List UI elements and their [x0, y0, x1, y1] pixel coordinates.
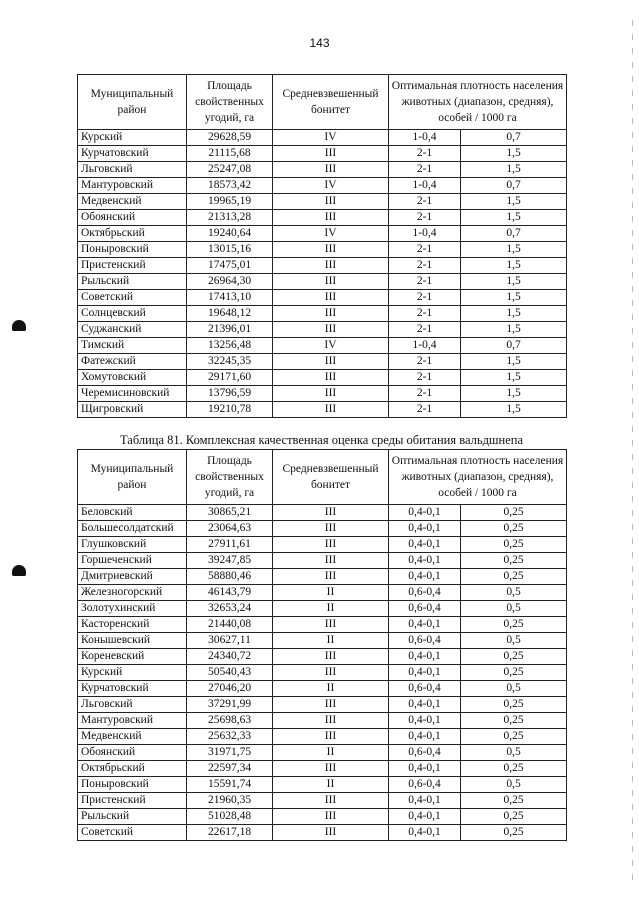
area-cell: 13256,48 — [187, 338, 273, 354]
bonitet-cell: III — [273, 809, 389, 825]
area-cell: 19648,12 — [187, 306, 273, 322]
area-cell: 32245,35 — [187, 354, 273, 370]
density-mean-cell: 1,5 — [461, 146, 567, 162]
density-mean-cell: 1,5 — [461, 290, 567, 306]
bonitet-cell: II — [273, 585, 389, 601]
table-row — [78, 809, 567, 825]
area-cell: 50540,43 — [187, 665, 273, 681]
density-range-cell: 0,6-0,4 — [389, 601, 461, 617]
district-cell: Глушковский — [78, 537, 187, 553]
density-mean-cell: 0,7 — [461, 338, 567, 354]
bonitet-cell: III — [273, 146, 389, 162]
area-cell: 17475,01 — [187, 258, 273, 274]
density-range-cell: 0,4-0,1 — [389, 713, 461, 729]
density-range-cell: 2-1 — [389, 194, 461, 210]
density-range-cell: 0,6-0,4 — [389, 745, 461, 761]
bonitet-cell: III — [273, 370, 389, 386]
table-header-row — [78, 75, 567, 130]
table-row — [78, 537, 567, 553]
density-range-cell: 2-1 — [389, 386, 461, 402]
area-cell: 21396,01 — [187, 322, 273, 338]
density-mean-cell: 0,25 — [461, 793, 567, 809]
density-mean-cell: 0,7 — [461, 178, 567, 194]
district-cell: Рыльский — [78, 809, 187, 825]
area-cell: 17413,10 — [187, 290, 273, 306]
district-cell: Курчатовский — [78, 146, 187, 162]
table1-body — [78, 130, 567, 418]
district-cell: Хомутовский — [78, 370, 187, 386]
area-cell: 19210,78 — [187, 402, 273, 418]
district-cell: Обоянский — [78, 745, 187, 761]
bonitet-cell: III — [273, 665, 389, 681]
table-row — [78, 162, 567, 178]
density-range-cell: 2-1 — [389, 258, 461, 274]
area-cell: 46143,79 — [187, 585, 273, 601]
bonitet-cell: IV — [273, 226, 389, 242]
table-row — [78, 306, 567, 322]
table-row — [78, 226, 567, 242]
bonitet-cell: III — [273, 194, 389, 210]
bonitet-cell: III — [273, 761, 389, 777]
table-row — [78, 793, 567, 809]
table-row — [78, 178, 567, 194]
bonitet-cell: III — [273, 210, 389, 226]
bonitet-cell: III — [273, 162, 389, 178]
table-row — [78, 354, 567, 370]
density-mean-cell: 0,25 — [461, 729, 567, 745]
density-mean-cell: 0,25 — [461, 825, 567, 841]
density-mean-cell: 1,5 — [461, 354, 567, 370]
table-row — [78, 665, 567, 681]
district-cell: Золотухинский — [78, 601, 187, 617]
district-cell: Горшеченский — [78, 553, 187, 569]
density-mean-cell: 0,5 — [461, 633, 567, 649]
density-range-cell: 2-1 — [389, 322, 461, 338]
density-range-cell: 0,4-0,1 — [389, 505, 461, 521]
density-range-cell: 2-1 — [389, 306, 461, 322]
bonitet-cell: III — [273, 617, 389, 633]
bonitet-cell: II — [273, 777, 389, 793]
density-range-cell: 0,4-0,1 — [389, 809, 461, 825]
density-mean-cell: 0,25 — [461, 697, 567, 713]
area-cell: 27911,61 — [187, 537, 273, 553]
density-range-cell: 0,4-0,1 — [389, 617, 461, 633]
density-range-cell: 0,4-0,1 — [389, 521, 461, 537]
page-number: 143 — [309, 36, 330, 50]
density-mean-cell: 0,25 — [461, 809, 567, 825]
district-cell: Октябрьский — [78, 761, 187, 777]
density-mean-cell: 0,25 — [461, 649, 567, 665]
density-mean-cell: 0,25 — [461, 537, 567, 553]
district-cell: Касторенский — [78, 617, 187, 633]
bonitet-cell: III — [273, 569, 389, 585]
density-table-2 — [77, 449, 567, 841]
area-cell: 58880,46 — [187, 569, 273, 585]
bonitet-cell: III — [273, 354, 389, 370]
header-area: Площадь свойственных угодий, га — [187, 75, 273, 130]
density-table-1 — [77, 74, 567, 418]
density-mean-cell: 0,25 — [461, 713, 567, 729]
district-cell: Октябрьский — [78, 226, 187, 242]
density-range-cell: 0,6-0,4 — [389, 681, 461, 697]
table-row — [78, 274, 567, 290]
bonitet-cell: III — [273, 274, 389, 290]
density-mean-cell: 1,5 — [461, 370, 567, 386]
district-cell: Советский — [78, 290, 187, 306]
district-cell: Кореневский — [78, 649, 187, 665]
district-cell: Солнцевский — [78, 306, 187, 322]
table-row — [78, 553, 567, 569]
density-mean-cell: 0,5 — [461, 601, 567, 617]
district-cell: Советский — [78, 825, 187, 841]
density-range-cell: 0,4-0,1 — [389, 729, 461, 745]
bonitet-cell: IV — [273, 338, 389, 354]
district-cell: Медвенский — [78, 729, 187, 745]
table-row — [78, 402, 567, 418]
district-cell: Рыльский — [78, 274, 187, 290]
district-cell: Конышевский — [78, 633, 187, 649]
margin-mark — [12, 565, 26, 576]
table-row — [78, 745, 567, 761]
density-mean-cell: 0,5 — [461, 777, 567, 793]
density-mean-cell: 1,5 — [461, 162, 567, 178]
density-mean-cell: 0,25 — [461, 553, 567, 569]
bonitet-cell: III — [273, 553, 389, 569]
district-cell: Льговский — [78, 162, 187, 178]
page-edge-line — [632, 20, 633, 880]
margin-mark — [12, 320, 26, 331]
density-range-cell: 0,4-0,1 — [389, 665, 461, 681]
density-mean-cell: 0,25 — [461, 569, 567, 585]
density-mean-cell: 0,5 — [461, 745, 567, 761]
bonitet-cell: II — [273, 633, 389, 649]
table-row — [78, 617, 567, 633]
density-range-cell: 1-0,4 — [389, 178, 461, 194]
bonitet-cell: II — [273, 601, 389, 617]
density-range-cell: 0,4-0,1 — [389, 697, 461, 713]
bonitet-cell: III — [273, 306, 389, 322]
density-range-cell: 2-1 — [389, 402, 461, 418]
district-cell: Суджанский — [78, 322, 187, 338]
density-range-cell: 2-1 — [389, 210, 461, 226]
table-row — [78, 729, 567, 745]
area-cell: 22617,18 — [187, 825, 273, 841]
density-mean-cell: 0,7 — [461, 130, 567, 146]
density-mean-cell: 1,5 — [461, 210, 567, 226]
area-cell: 19240,64 — [187, 226, 273, 242]
density-mean-cell: 0,7 — [461, 226, 567, 242]
density-range-cell: 0,4-0,1 — [389, 537, 461, 553]
bonitet-cell: III — [273, 505, 389, 521]
area-cell: 25632,33 — [187, 729, 273, 745]
bonitet-cell: III — [273, 697, 389, 713]
district-cell: Черемисиновский — [78, 386, 187, 402]
bonitet-cell: III — [273, 649, 389, 665]
bonitet-cell: III — [273, 242, 389, 258]
district-cell: Пристенский — [78, 793, 187, 809]
header-area: Площадь свойственных угодий, га — [187, 450, 273, 505]
area-cell: 23064,63 — [187, 521, 273, 537]
density-range-cell: 2-1 — [389, 274, 461, 290]
area-cell: 22597,34 — [187, 761, 273, 777]
bonitet-cell: III — [273, 537, 389, 553]
district-cell: Железногорский — [78, 585, 187, 601]
density-range-cell: 1-0,4 — [389, 130, 461, 146]
district-cell: Большесолдатский — [78, 521, 187, 537]
district-cell: Дмитриевский — [78, 569, 187, 585]
area-cell: 18573,42 — [187, 178, 273, 194]
table-row — [78, 777, 567, 793]
density-mean-cell: 0,5 — [461, 585, 567, 601]
table-row — [78, 601, 567, 617]
table-row — [78, 130, 567, 146]
area-cell: 39247,85 — [187, 553, 273, 569]
density-range-cell: 2-1 — [389, 354, 461, 370]
bonitet-cell: III — [273, 793, 389, 809]
bonitet-cell: II — [273, 681, 389, 697]
density-mean-cell: 1,5 — [461, 194, 567, 210]
district-cell: Беловский — [78, 505, 187, 521]
header-bonitet: Средневзвешенный бонитет — [273, 75, 389, 130]
density-range-cell: 0,4-0,1 — [389, 793, 461, 809]
header-density: Оптимальная плотность населения животных (диапазон, средняя), особей / 1000 га — [389, 75, 567, 130]
table-row — [78, 290, 567, 306]
table2-body — [78, 505, 567, 841]
density-mean-cell: 0,25 — [461, 505, 567, 521]
district-cell: Курский — [78, 130, 187, 146]
bonitet-cell: III — [273, 713, 389, 729]
district-cell: Фатежский — [78, 354, 187, 370]
district-cell: Обоянский — [78, 210, 187, 226]
density-range-cell: 2-1 — [389, 146, 461, 162]
district-cell: Льговский — [78, 697, 187, 713]
header-bonitet: Средневзвешенный бонитет — [273, 450, 389, 505]
table-row — [78, 649, 567, 665]
area-cell: 31971,75 — [187, 745, 273, 761]
table-caption: Таблица 81. Комплексная качественная оценка среды обитания вальдшнепа — [119, 433, 524, 447]
table-row — [78, 194, 567, 210]
bonitet-cell: III — [273, 521, 389, 537]
table-row — [78, 761, 567, 777]
table-row — [78, 370, 567, 386]
area-cell: 25698,63 — [187, 713, 273, 729]
bonitet-cell: III — [273, 290, 389, 306]
bonitet-cell: II — [273, 745, 389, 761]
area-cell: 21115,68 — [187, 146, 273, 162]
density-mean-cell: 1,5 — [461, 242, 567, 258]
table-row — [78, 505, 567, 521]
area-cell: 21440,08 — [187, 617, 273, 633]
table-header-row — [78, 450, 567, 505]
district-cell: Тимский — [78, 338, 187, 354]
density-range-cell: 0,6-0,4 — [389, 585, 461, 601]
district-cell: Мантуровский — [78, 178, 187, 194]
table-row — [78, 146, 567, 162]
table-row — [78, 585, 567, 601]
bonitet-cell: III — [273, 258, 389, 274]
district-cell: Курский — [78, 665, 187, 681]
density-mean-cell: 1,5 — [461, 274, 567, 290]
district-cell: Поныровский — [78, 242, 187, 258]
table-row — [78, 697, 567, 713]
density-mean-cell: 0,25 — [461, 521, 567, 537]
density-mean-cell: 0,25 — [461, 617, 567, 633]
density-range-cell: 2-1 — [389, 162, 461, 178]
density-range-cell: 2-1 — [389, 242, 461, 258]
district-cell: Щигровский — [78, 402, 187, 418]
table-row — [78, 322, 567, 338]
header-district: Муниципальный район — [78, 450, 187, 505]
district-cell: Медвенский — [78, 194, 187, 210]
density-range-cell: 0,4-0,1 — [389, 649, 461, 665]
area-cell: 26964,30 — [187, 274, 273, 290]
area-cell: 25247,08 — [187, 162, 273, 178]
area-cell: 29171,60 — [187, 370, 273, 386]
area-cell: 27046,20 — [187, 681, 273, 697]
density-range-cell: 1-0,4 — [389, 338, 461, 354]
density-range-cell: 0,4-0,1 — [389, 761, 461, 777]
density-mean-cell: 1,5 — [461, 402, 567, 418]
area-cell: 21960,35 — [187, 793, 273, 809]
bonitet-cell: III — [273, 402, 389, 418]
header-density: Оптимальная плотность населения животных (диапазон, средняя), особей / 1000 га — [389, 450, 567, 505]
district-cell: Поныровский — [78, 777, 187, 793]
density-mean-cell: 1,5 — [461, 258, 567, 274]
table-row — [78, 258, 567, 274]
density-mean-cell: 1,5 — [461, 386, 567, 402]
header-district: Муниципальный район — [78, 75, 187, 130]
district-cell: Пристенский — [78, 258, 187, 274]
density-range-cell: 0,6-0,4 — [389, 777, 461, 793]
density-range-cell: 2-1 — [389, 290, 461, 306]
bonitet-cell: IV — [273, 130, 389, 146]
table-row — [78, 338, 567, 354]
table-row — [78, 569, 567, 585]
area-cell: 32653,24 — [187, 601, 273, 617]
density-range-cell: 0,6-0,4 — [389, 633, 461, 649]
density-range-cell: 0,4-0,1 — [389, 553, 461, 569]
area-cell: 13015,16 — [187, 242, 273, 258]
bonitet-cell: III — [273, 825, 389, 841]
table-row — [78, 825, 567, 841]
bonitet-cell: IV — [273, 178, 389, 194]
area-cell: 13796,59 — [187, 386, 273, 402]
area-cell: 51028,48 — [187, 809, 273, 825]
area-cell: 21313,28 — [187, 210, 273, 226]
area-cell: 29628,59 — [187, 130, 273, 146]
area-cell: 30865,21 — [187, 505, 273, 521]
area-cell: 24340,72 — [187, 649, 273, 665]
table-row — [78, 633, 567, 649]
area-cell: 30627,11 — [187, 633, 273, 649]
density-range-cell: 1-0,4 — [389, 226, 461, 242]
density-mean-cell: 0,5 — [461, 681, 567, 697]
district-cell: Мантуровский — [78, 713, 187, 729]
density-range-cell: 0,4-0,1 — [389, 825, 461, 841]
table-row — [78, 210, 567, 226]
bonitet-cell: III — [273, 322, 389, 338]
table-row — [78, 521, 567, 537]
table-row — [78, 713, 567, 729]
table-row — [78, 681, 567, 697]
area-cell: 37291,99 — [187, 697, 273, 713]
area-cell: 15591,74 — [187, 777, 273, 793]
table-row — [78, 242, 567, 258]
area-cell: 19965,19 — [187, 194, 273, 210]
density-mean-cell: 0,25 — [461, 665, 567, 681]
density-range-cell: 2-1 — [389, 370, 461, 386]
district-cell: Курчатовский — [78, 681, 187, 697]
density-mean-cell: 1,5 — [461, 306, 567, 322]
density-range-cell: 0,4-0,1 — [389, 569, 461, 585]
table-row — [78, 386, 567, 402]
bonitet-cell: III — [273, 729, 389, 745]
density-mean-cell: 1,5 — [461, 322, 567, 338]
density-mean-cell: 0,25 — [461, 761, 567, 777]
bonitet-cell: III — [273, 386, 389, 402]
